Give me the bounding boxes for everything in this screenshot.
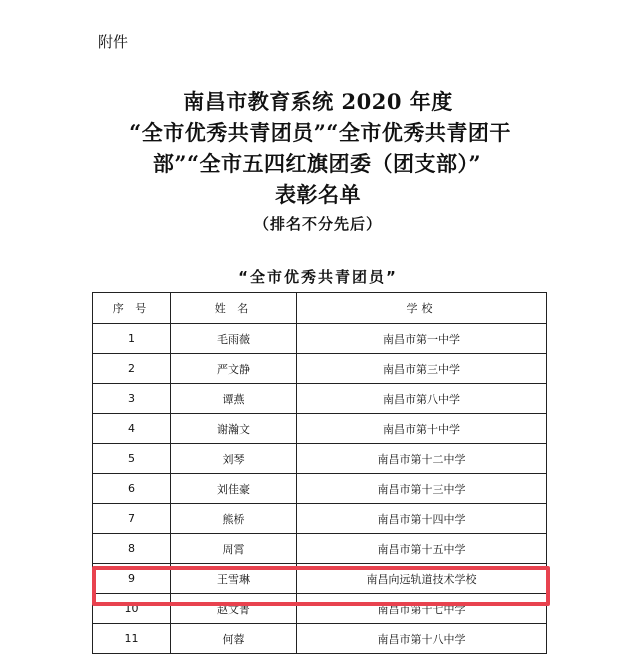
header-school: 学校 [297, 293, 547, 324]
row-school: 南昌向远轨道技术学校 [297, 564, 547, 594]
annex-label: 附件 [98, 33, 129, 51]
row-school: 南昌市第十三中学 [297, 474, 547, 504]
row-name: 毛雨薇 [171, 324, 297, 354]
row-school: 南昌市第十中学 [297, 414, 547, 444]
row-school: 南昌市第三中学 [297, 354, 547, 384]
row-name: 刘琴 [171, 444, 297, 474]
section-title: “全市优秀共青团员” [238, 268, 398, 286]
table-header-row [93, 293, 547, 324]
header-name: 姓 名 [171, 293, 297, 324]
row-number: 4 [93, 414, 171, 444]
row-name: 赵文菁 [171, 594, 297, 624]
row-number: 3 [93, 384, 171, 414]
row-number: 2 [93, 354, 171, 384]
row-school: 南昌市第十七中学 [297, 594, 547, 624]
row-name: 何蓉 [171, 624, 297, 654]
row-number: 10 [93, 594, 171, 624]
table-row [93, 474, 547, 504]
table-row [93, 594, 547, 624]
table-row [93, 414, 547, 444]
row-number: 7 [93, 504, 171, 534]
document-title [0, 86, 636, 234]
row-number: 6 [93, 474, 171, 504]
table-row [93, 354, 547, 384]
row-number: 1 [93, 324, 171, 354]
row-school: 南昌市第十二中学 [297, 444, 547, 474]
row-name: 刘佳豪 [171, 474, 297, 504]
table-row [93, 624, 547, 654]
row-name: 谭燕 [171, 384, 297, 414]
table-row [93, 384, 547, 414]
table-row [93, 504, 547, 534]
roster-table [92, 292, 547, 654]
row-number: 5 [93, 444, 171, 474]
title-line-1: 南昌市教育系统 2020 年度 [183, 89, 453, 114]
title-line-2: “全市优秀共青团员”“全市优秀共青团干 [129, 120, 511, 145]
row-number: 11 [93, 624, 171, 654]
ranking-note: （排名不分先后） [253, 215, 382, 233]
header-number: 序 号 [93, 293, 171, 324]
table-row [93, 534, 547, 564]
title-line-3: 部”“全市五四红旗团委（团支部）” [152, 151, 482, 176]
row-name: 谢瀚文 [171, 414, 297, 444]
table-row [93, 324, 547, 354]
row-school: 南昌市第一中学 [297, 324, 547, 354]
table-row-highlighted [93, 564, 547, 594]
row-name: 王雪琳 [171, 564, 297, 594]
row-number: 8 [93, 534, 171, 564]
row-school: 南昌市第十四中学 [297, 504, 547, 534]
row-school: 南昌市第八中学 [297, 384, 547, 414]
table-row [93, 444, 547, 474]
row-school: 南昌市第十八中学 [297, 624, 547, 654]
title-line-4: 表彰名单 [275, 182, 361, 207]
row-number: 9 [93, 564, 171, 594]
row-name: 严文静 [171, 354, 297, 384]
row-name: 周霄 [171, 534, 297, 564]
row-school: 南昌市第十五中学 [297, 534, 547, 564]
row-name: 熊桥 [171, 504, 297, 534]
